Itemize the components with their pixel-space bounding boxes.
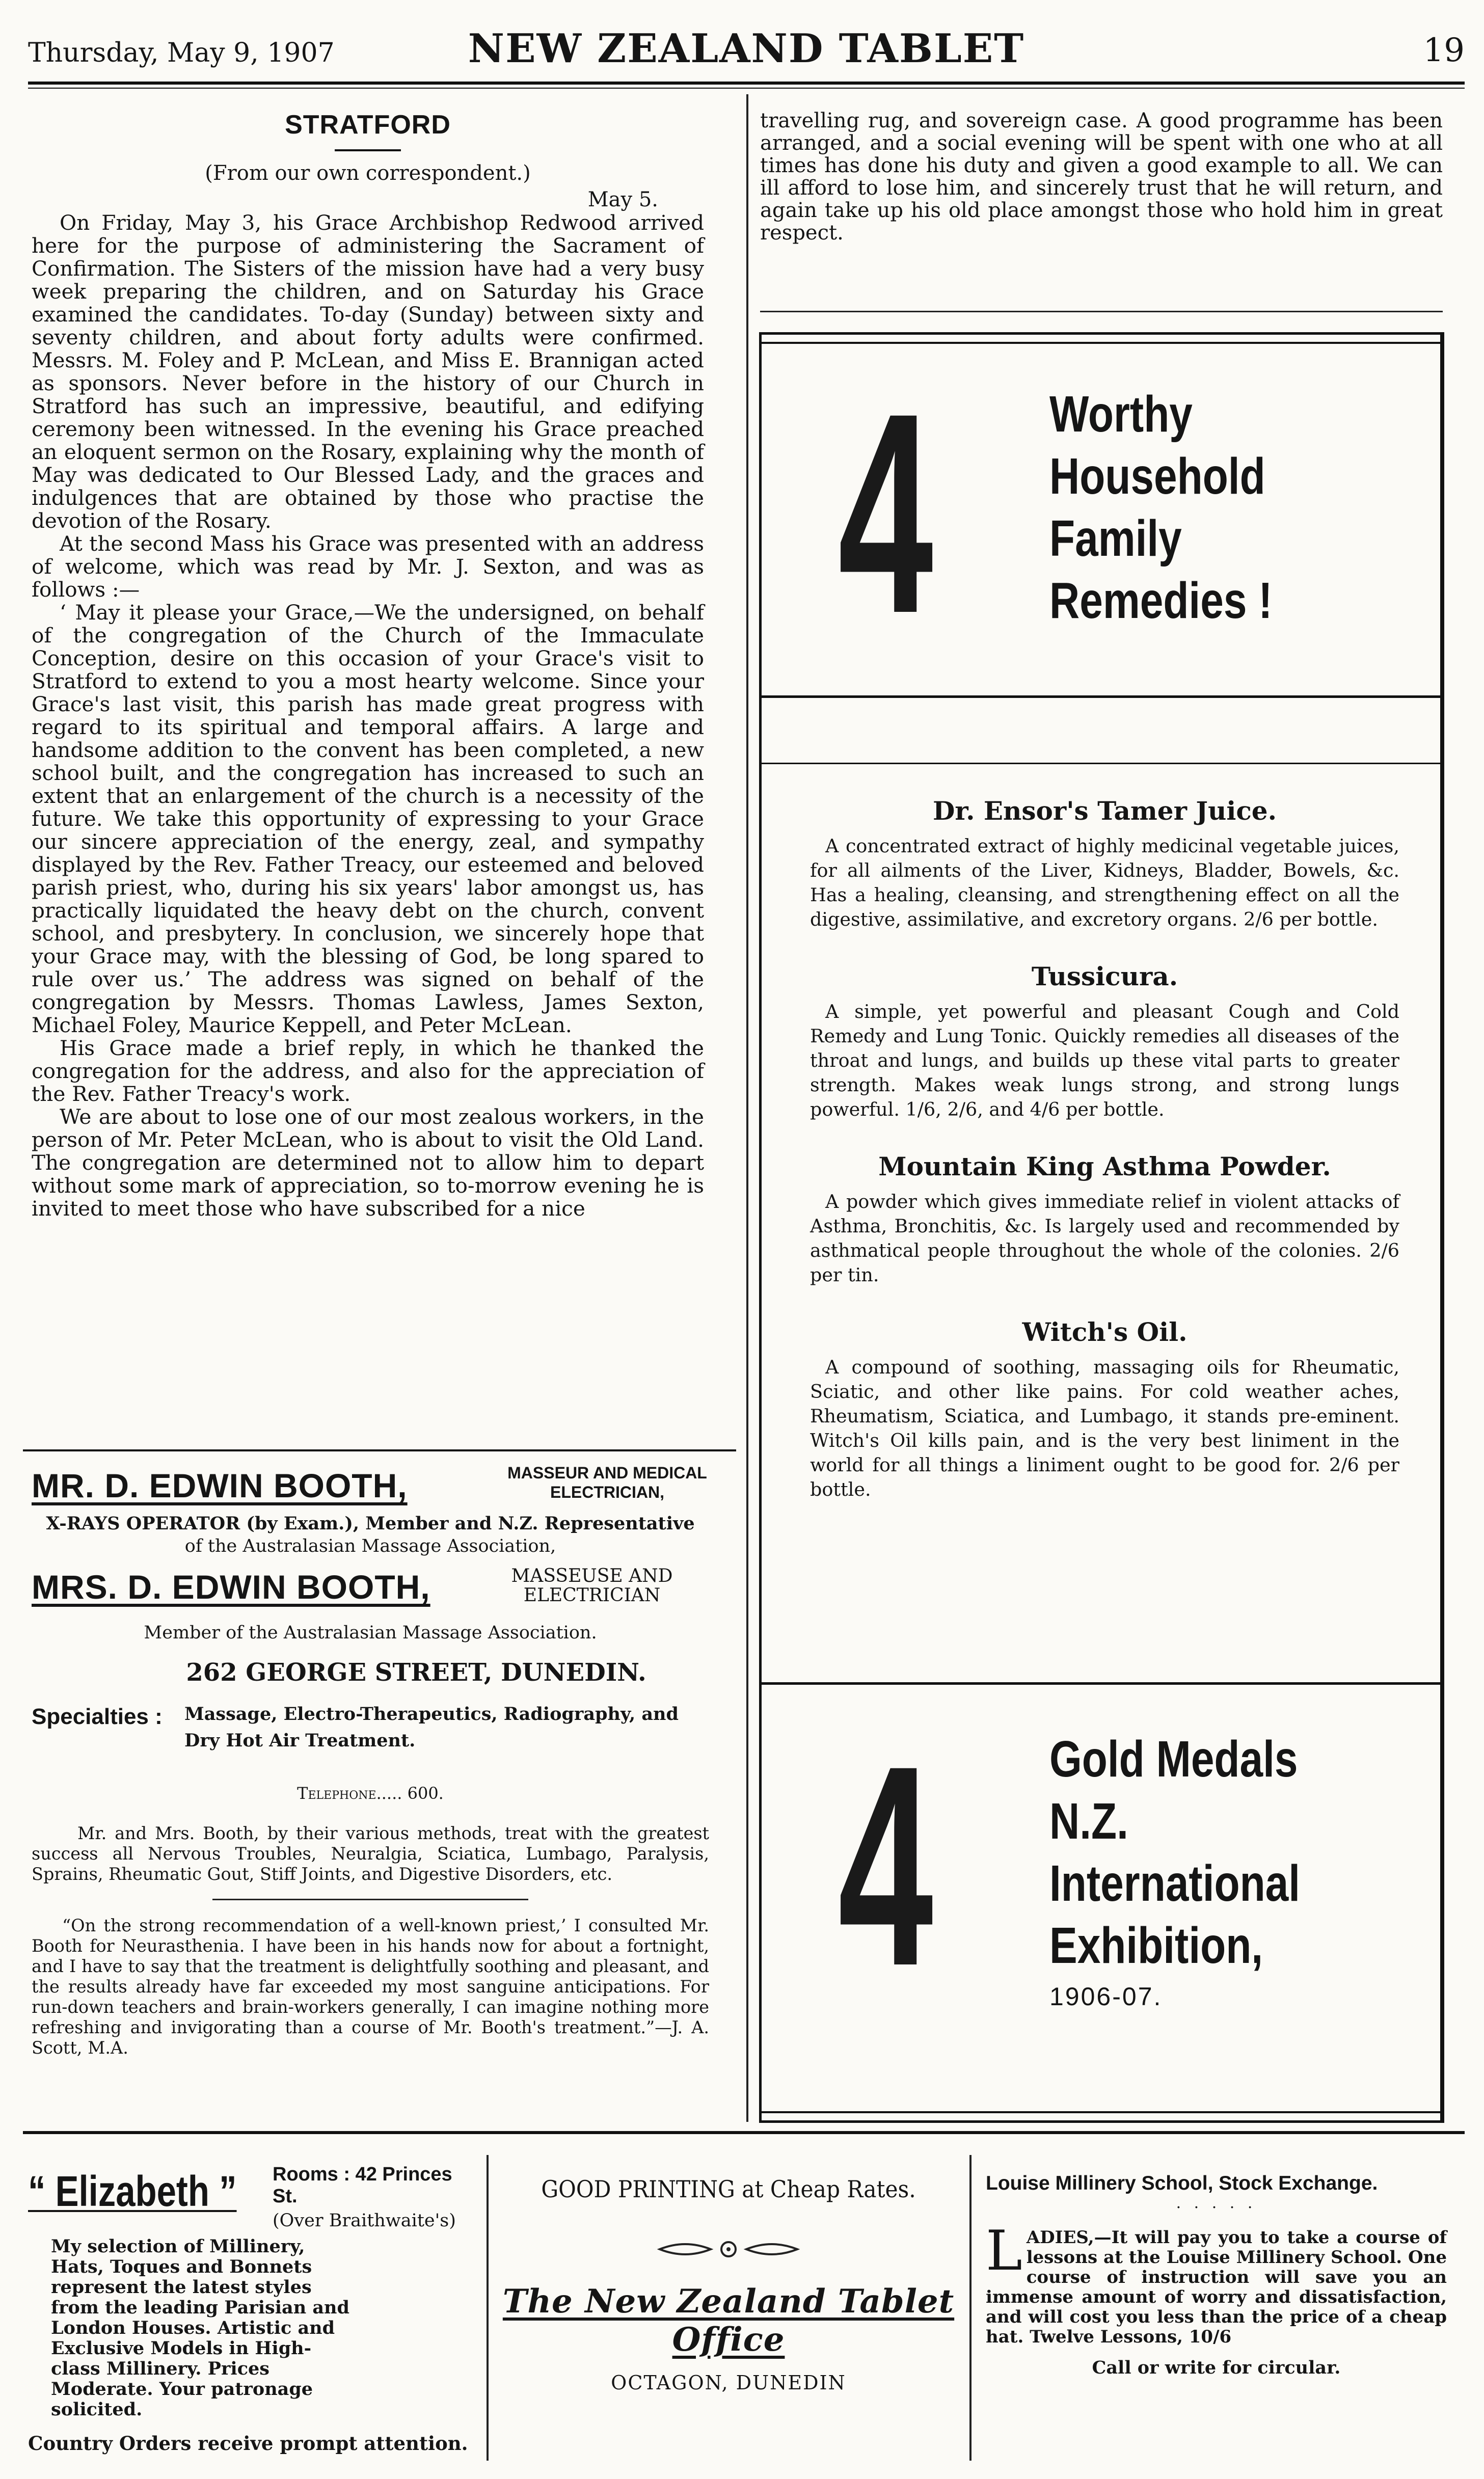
bottom-rule <box>23 2131 1465 2134</box>
remedies-advertisement <box>759 332 1444 2123</box>
booth-advertisement <box>32 1461 709 2123</box>
louise-divider: · · · · · <box>1176 2199 1257 2217</box>
remedies-rule <box>762 695 1440 698</box>
booth-specialties: Massage, Electro-Therapeutics, Radiography, and Dry Hot Air Treatment. <box>184 1704 679 1751</box>
medals-years: 1906-07. <box>1049 1982 1163 2011</box>
remedy-item <box>810 961 1399 1122</box>
headline-line: International <box>1049 1855 1301 1912</box>
booth-xray-line <box>32 1513 709 1557</box>
headline-line: Exhibition, <box>1049 1917 1263 1974</box>
ornament-icon <box>655 2237 802 2262</box>
elizabeth-country: Country Orders receive prompt attention. <box>28 2432 468 2455</box>
remedies-headline <box>1049 383 1321 632</box>
headline-line: Family <box>1049 510 1182 567</box>
booth-title-2-line: MASSEUSE AND <box>511 1566 673 1586</box>
remedy-body: A concentrated extract of highly medicinal vegetable juices, for all ailments of the Liver, Kidneys, Bladder, Bowels, &c. Has a healing, cleansing, and strengthening effect on all the digestive, assimilative, and excretory organs. 2/6 per bottle. <box>810 835 1399 930</box>
elizabeth-body: My selection of Millinery, Hats, Toques and Bonnets represent the latest styles from the leading Parisian and London Houses. Artistic and Exclusive Models in High-class Millinery. Prices Moderate. Your patronage solicited. <box>51 2236 349 2420</box>
issue-date: Thursday, May 9, 1907 <box>28 38 335 68</box>
booth-title-2-line: ELECTRICIAN <box>523 1585 661 1606</box>
remedies-list <box>810 796 1399 1502</box>
remedy-title: Mountain King Asthma Powder. <box>878 1151 1331 1181</box>
remedy-title: Witch's Oil. <box>1022 1317 1188 1347</box>
booth-description: Mr. and Mrs. Booth, by their various methods, treat with the greatest success all Nervous Troubles, Neuralgia, Sciatica, Lumbago, Paralysis, Sprains, Rheumatic Gout, Stiff Joints, and Digestive Disorders, etc. <box>32 1823 709 1884</box>
remedy-title: Tussicura. <box>1031 961 1178 991</box>
masthead-rule-thin <box>28 88 1465 89</box>
booth-specialties-label: Specialties : <box>32 1704 163 1729</box>
booth-title-1 <box>505 1463 709 1502</box>
headline-line: Gold Medals <box>1049 1731 1298 1788</box>
louise-call: Call or write for circular. <box>1092 2357 1341 2378</box>
booth-membership: Member of the Australasian Massage Association. <box>144 1623 597 1643</box>
article-body <box>32 211 704 1220</box>
column-divider <box>487 2155 489 2461</box>
remedies-rule-thin <box>762 763 1440 764</box>
booth-testimonial: “On the strong recommendation of a well-known priest,’ I consulted Mr. Booth for Neurasthenia. I have been in his hands now for about a fortnight, and I have to say that the treatment is delightfully soothing and pleasant, and the results already have far exceeded my most sanguine anticipations. For run-down teachers and brain-workers generally, I can imagine nothing more refreshing and invigorating than a course of Mr. Booth's treatment.”—J. A. Scott, M.A. <box>32 1916 709 2058</box>
column-divider <box>969 2155 972 2461</box>
remedy-item <box>810 796 1399 932</box>
remedies-bottom-rule <box>762 2111 1440 2113</box>
masthead <box>28 20 1465 76</box>
headline-line: Remedies ! <box>1049 572 1273 629</box>
louise-advertisement <box>986 2165 1447 2461</box>
elizabeth-rooms <box>273 2164 476 2231</box>
article-paragraph: On Friday, May 3, his Grace Archbishop Redwood arrived here for the purpose of administering the Sacrament of Confirmation. The Sisters of the mission have had a very busy week preparing the children, and on Saturday his Grace examined the candidates. To-day (Sunday) between sixty and seventy children, and about forty adults were confirmed. Messrs. M. Foley and P. McLean, and Miss E. Brannigan acted as sponsors. Never before in the history of our Church in Stratford has such an impressive, beautiful, and edifying ceremony been witnessed. In the evening his Grace preached an eloquent sermon on the Rosary, explaining why the month of May was dedicated to Our Blessed Lady, and the graces and indulgences that are obtained by those who practise the devotion of the Rosary. <box>32 210 704 533</box>
article-continuation <box>760 110 1443 244</box>
article-paragraph: At the second Mass his Grace was presented with an address of welcome, which was read by Mr. J. Sexton, and was as follows :— <box>32 531 704 602</box>
remedy-body: A simple, yet powerful and pleasant Cough and Cold Remedy and Lung Tonic. Quickly remedies all diseases of the throat and lungs, and builds up these vital parts to greater strength. Makes weak lungs strong, and strong lungs powerful. 1/6, 2/6, and 4/6 per bottle. <box>810 1001 1399 1120</box>
remedies-top-rule <box>762 342 1440 344</box>
article-dateline: May 5. <box>587 188 658 211</box>
remedy-item <box>810 1317 1399 1502</box>
article-paragraph: travelling rug, and sovereign case. A good programme has been arranged, and a social evening will be spent with one who at all times has done his duty and given a good example to all. We can ill afford to lose him, and sincerely trust that he will return, and again take up his old place amongst those who hold him in great respect. <box>760 109 1443 245</box>
booth-telephone: Telephone..... 600. <box>297 1784 444 1803</box>
headline-line: Household <box>1049 448 1265 505</box>
booth-xray-text: X-RAYS OPERATOR (by Exam.), Member and N.Z. Representative <box>46 1513 695 1534</box>
page-number: 19 <box>1423 32 1465 69</box>
booth-rule <box>212 1899 528 1900</box>
big-number-4-medals: 4 <box>838 1706 933 2025</box>
newspaper-title: NEW ZEALAND TABLET <box>468 25 1025 72</box>
masthead-rule <box>28 82 1465 85</box>
booth-xray-text: of the Australasian Massage Association, <box>184 1536 556 1556</box>
headline-line: Worthy <box>1049 386 1193 443</box>
booth-name-1: MR. D. EDWIN BOOTH, <box>32 1467 408 1504</box>
elizabeth-advertisement <box>28 2163 476 2458</box>
booth-address: 262 GEORGE STREET, DUNEDIN. <box>186 1658 646 1687</box>
booth-title-1-line: ELECTRICIAN, <box>550 1483 664 1501</box>
headline-line: N.Z. <box>1049 1793 1128 1850</box>
medals-rule <box>762 1682 1440 1685</box>
printing-address: OCTAGON, DUNEDIN <box>611 2372 846 2394</box>
remedy-body: A compound of soothing, massaging oils for Rheumatic, Sciatic, and other like pains. For cold weather aches, Rheumatism, Sciatica, and Lumbago, it stands pre-eminent. Witch's Oil kills pain, and is the very best liniment in the world for all things a liniment ought to be good for. 2/6 per bottle. <box>810 1356 1399 1500</box>
article-byline: (From our own correspondent.) <box>205 161 531 185</box>
continuation-rule <box>760 311 1443 312</box>
remedy-body: A powder which gives immediate relief in violent attacks of Asthma, Bronchitis, &c. Is largely used and recommended by asthmatical people throughout the whole of the colonies. 2/6 per tin. <box>810 1191 1399 1286</box>
louise-body-wrap <box>986 2219 1447 2347</box>
article-paragraph: ‘ May it please your Grace,—We the undersigned, on behalf of the congregation of the Church of the Immaculate Conception, desire on this occasion of your Grace's visit to Stratford to extend to you a most hearty welcome. Since your Grace's last visit, this parish has made great progress with regard to its spiritual and temporal affairs. A large and handsome addition to the convent has been completed, a new school built, and the congregation has increased to such an extent that an enlargement of the church is a necessity of the future. We take this opportunity of expressing to your Grace our sincere appreciation of the energy, zeal, and sympathy displayed by the Rev. Father Treacy, our esteemed and beloved parish priest, who, during his six years' labor amongst us, has practically liquidated the heavy debt on the church, convent school, and presbytery. In conclusion, we sincerely hope that your Grace may, with the blessing of God, be long spared to rule over us.’ The address was signed on behalf of the congregation by Messrs. Thomas Lawless, James Sexton, Michael Foley, Maurice Keppell, and Peter McLean. <box>32 600 704 1037</box>
column-divider <box>746 94 748 2122</box>
elizabeth-name: “ Elizabeth ” <box>28 2167 237 2215</box>
remedy-title: Dr. Ensor's Tamer Juice. <box>932 796 1277 826</box>
louise-headline: Louise Millinery School, Stock Exchange. <box>986 2172 1378 2194</box>
article-paragraph: His Grace made a brief reply, in which he thanked the congregation for the address, and also for the appreciation of the Rev. Father Treacy's work. <box>32 1036 704 1106</box>
printing-headline: GOOD PRINTING at Cheap Rates. <box>541 2175 916 2203</box>
louise-body: ADIES,—It will pay you to take a course of lessons at the Louise Millinery School. One course of instruction will save you an immense amount of worry and dissatisfaction, and will cost you less than the price of a cheap hat. Twelve Lessons, 10/6 <box>986 2227 1447 2347</box>
medals-headline <box>1049 1728 1355 2011</box>
article-stratford <box>32 110 704 1220</box>
article-paragraph: We are about to lose one of our most zealous workers, in the person of Mr. Peter McLean, who is about to visit the Old Land. The congregation are determined not to allow him to depart without some mark of appreciation, so to-morrow evening he is invited to meet those who have subscribed for a nice <box>32 1104 704 1221</box>
ad-rule <box>23 1449 736 1451</box>
article-heading: STRATFORD <box>285 110 451 140</box>
printing-advertisement <box>502 2165 955 2461</box>
louise-dropcap: L <box>986 2219 1022 2283</box>
booth-title-2 <box>475 1567 709 1605</box>
elizabeth-rooms-line: Rooms : 42 Princes St. <box>273 2164 452 2207</box>
elizabeth-over-line: (Over Braithwaite's) <box>273 2211 456 2231</box>
remedy-item <box>810 1151 1399 1287</box>
booth-title-1-line: MASSEUR AND MEDICAL <box>507 1464 707 1482</box>
big-number-4: 4 <box>838 354 933 672</box>
heading-rule <box>335 149 401 151</box>
booth-name-2: MRS. D. EDWIN BOOTH, <box>32 1568 430 1606</box>
tablet-office-name: The New Zealand Tablet Office <box>502 2282 955 2359</box>
